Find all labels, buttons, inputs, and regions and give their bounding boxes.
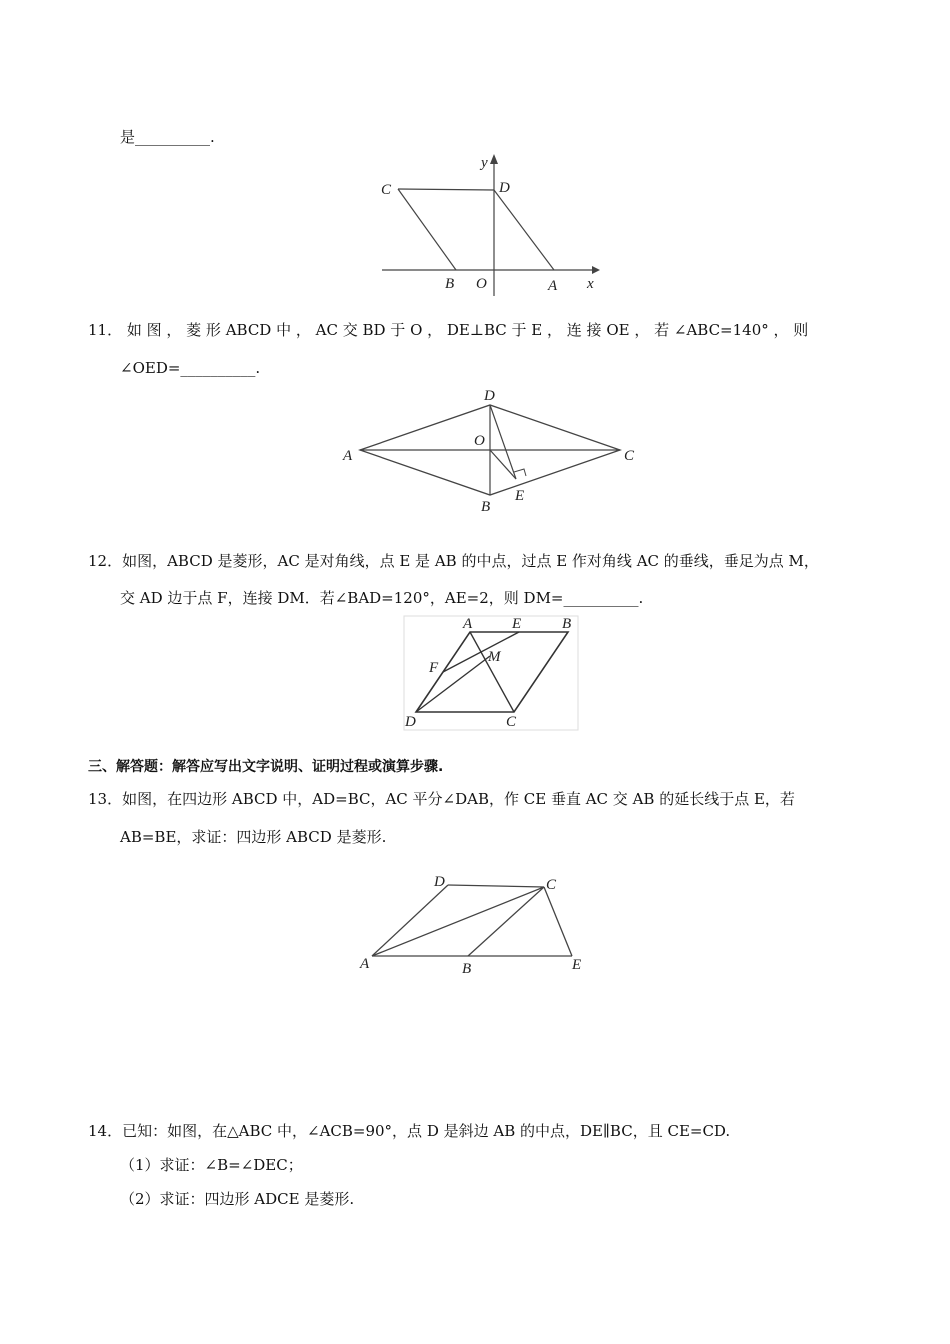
label-a: A — [463, 616, 473, 632]
segment-ce — [544, 887, 572, 956]
label-a: A — [343, 448, 353, 464]
diagonal-ac — [470, 632, 514, 712]
label-x: x — [587, 276, 594, 292]
label-o: O — [474, 433, 485, 449]
label-c: C — [546, 877, 557, 893]
label-e: E — [512, 616, 522, 632]
segment-oe — [490, 450, 516, 479]
segment-bc — [468, 887, 544, 956]
label-e: E — [515, 488, 525, 504]
label-c: C — [381, 182, 392, 198]
right-angle-mark — [514, 469, 526, 476]
q13-text-line1: 13．如图，在四边形 ABCD 中，AD=BC，AC 平分∠DAB，作 CE 垂直 AC 交 AB 的延长线于点 E，若 — [88, 790, 795, 808]
label-a: A — [360, 956, 370, 972]
section-heading: 三、解答题：解答应写出文字说明、证明过程或演算步骤. — [88, 759, 444, 775]
label-b: B — [562, 616, 572, 632]
figure-q12 — [398, 614, 583, 734]
q10-answer-line: 是__________. — [120, 128, 215, 146]
x-axis-arrow — [592, 266, 600, 274]
segment-ac — [372, 887, 544, 956]
figure-q10 — [370, 150, 610, 298]
segment-dm — [416, 656, 490, 712]
label-d: D — [405, 714, 416, 730]
segment-de — [490, 405, 516, 479]
label-b: B — [445, 276, 455, 292]
figure-q13 — [356, 870, 596, 980]
label-a: A — [548, 278, 558, 294]
q14-part1: （1）求证：∠B=∠DEC； — [120, 1156, 303, 1174]
label-e: E — [572, 957, 582, 973]
segment-ef — [443, 632, 519, 672]
q14-text-line1: 14．已知：如图，在△ABC 中，∠ACB=90°，点 D 是斜边 AB 的中点，DE∥BC，且 CE=CD. — [88, 1122, 731, 1140]
label-o: O — [476, 276, 487, 292]
segment-dc — [448, 885, 544, 887]
q12-text-line1: 12．如图，ABCD 是菱形，AC 是对角线，点 E 是 AB 的中点，过点 E 作对角线 AC 的垂线，垂足为点 M， — [88, 552, 819, 570]
figure-q11 — [338, 383, 648, 518]
label-c: C — [624, 448, 635, 464]
label-d: D — [499, 180, 510, 196]
q14-part2: （2）求证：四边形 ADCE 是菱形. — [120, 1190, 355, 1208]
segment-da — [494, 190, 554, 270]
label-d: D — [484, 388, 495, 404]
segment-cd — [398, 189, 494, 190]
y-axis-arrow — [490, 154, 498, 164]
label-b: B — [481, 499, 491, 515]
label-b: B — [462, 961, 472, 977]
label-y: y — [481, 155, 488, 171]
q11-text-line2: ∠OED=__________. — [120, 359, 261, 377]
label-c: C — [506, 714, 517, 730]
segment-cb — [398, 189, 456, 270]
q11-text-line1: 11． 如 图 ， 菱 形 ABCD 中 ， AC 交 BD 于 O ， DE⊥BC 于 E ， 连 接 OE ， 若 ∠ABC=140° ， 则 — [88, 321, 809, 339]
label-f: F — [429, 660, 439, 676]
q12-text-line2: 交 AD 边于点 F，连接 DM．若∠BAD=120°，AE=2，则 DM=__________. — [120, 589, 644, 607]
label-d: D — [434, 874, 445, 890]
q13-text-line2: AB=BE，求证：四边形 ABCD 是菱形. — [120, 828, 387, 846]
label-m: M — [488, 649, 501, 665]
segment-ad — [372, 885, 448, 956]
